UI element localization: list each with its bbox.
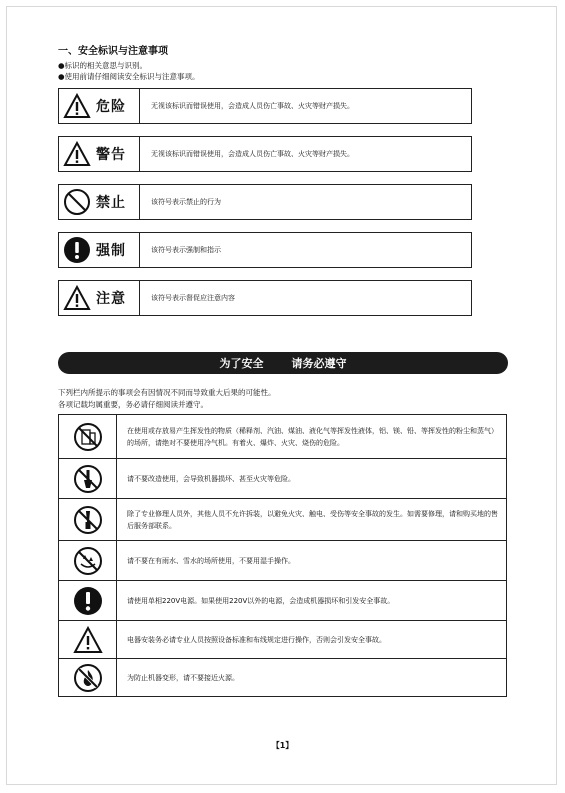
sign-row-warning [58,136,472,172]
table-row [59,658,506,696]
table-row [59,540,506,580]
banner-text-right: 请务必遵守 [291,357,347,370]
sign-word: 强制 [96,243,126,259]
section-title: 一、安全标识与注意事项 [58,46,168,57]
sign-description: 该符号表示强制和指示 [151,246,221,254]
sign-description: 该符号表示禁止的行为 [151,198,221,206]
no-flammable-storage-icon [59,415,117,458]
table-row [59,620,506,658]
table-row [59,498,506,540]
page-number: 【1】 [271,741,294,750]
sign-word: 危险 [96,99,126,115]
no-wet-place-icon [59,541,117,580]
no-fire-icon [59,659,117,696]
warning-triangle-icon [63,284,91,312]
warning-triangle-icon [63,92,91,120]
intro-line: 各项记载均属重要，务必请仔细阅读并遵守。 [58,400,208,409]
prohibition-circle-icon [63,188,91,216]
warning-text: 请不要在有雨水、雪水的场所使用，不要用湿手操作。 [127,556,295,565]
warning-text: 为防止机器变形，请不要接近火源。 [127,673,239,682]
mandatory-exclamation-icon [63,236,91,264]
warning-triangle-icon [59,621,117,658]
no-disassembly-icon [59,499,117,540]
sign-word: 警告 [96,147,126,163]
warning-text: 请使用单相220V电源。如果使用220V以外的电源，会造成机器损坏和引发安全事故。 [127,596,395,605]
table-row [59,458,506,498]
sign-word: 注意 [96,291,126,307]
sign-description: 该符号表示督促应注意内容 [151,294,235,302]
warning-triangle-icon [63,140,91,168]
no-modification-icon [59,459,117,498]
sign-row-prohibited [58,184,472,220]
warning-text: 在使用或存放易产生挥发性的物质（稀释剂、汽油、煤油、液化气等挥发性液体，铝、镁、铅、等挥发性的粉尘和蒸气）的场所，请绝对不要使用冷气机。有着火、爆炸、火灾、烧伤的危险。 [127,426,498,447]
intro-line: 下列栏内所提示的事项会有因情况不同而导致重大后果的可能性。 [58,388,276,397]
warning-text: 请不要改造使用，会导致机器损坏、甚至火灾等危险。 [127,474,295,483]
sign-row-caution [58,280,472,316]
sign-row-danger [58,88,472,124]
bullet-line: ●使用前请仔细阅读安全标识与注意事项。 [58,72,200,81]
warning-text: 电器安装务必请专业人员按照设备标准和布线规定进行操作，否则会引发安全事故。 [127,635,386,644]
table-row [59,580,506,620]
sign-word: 禁止 [96,195,126,211]
warning-text: 除了专业修理人员外，其他人员不允许拆装，以避免火灾、触电、受伤等安全事故的发生。如需要修理，请和购买地的售后服务部联系。 [127,509,498,530]
table-row [59,415,506,458]
sign-description: 无视该标识而错误使用，会造成人员伤亡事故、火灾等财产损失。 [151,150,354,158]
warnings-table [58,414,507,697]
sign-row-mandatory [58,232,472,268]
mandatory-exclamation-icon [59,581,117,620]
banner-text-left: 为了安全 [219,357,264,370]
safety-banner [58,352,508,374]
sign-description: 无视该标识而错误使用，会造成人员伤亡事故、火灾等财产损失。 [151,102,354,110]
bullet-line: ●标识的相关意思与识别。 [58,61,148,70]
